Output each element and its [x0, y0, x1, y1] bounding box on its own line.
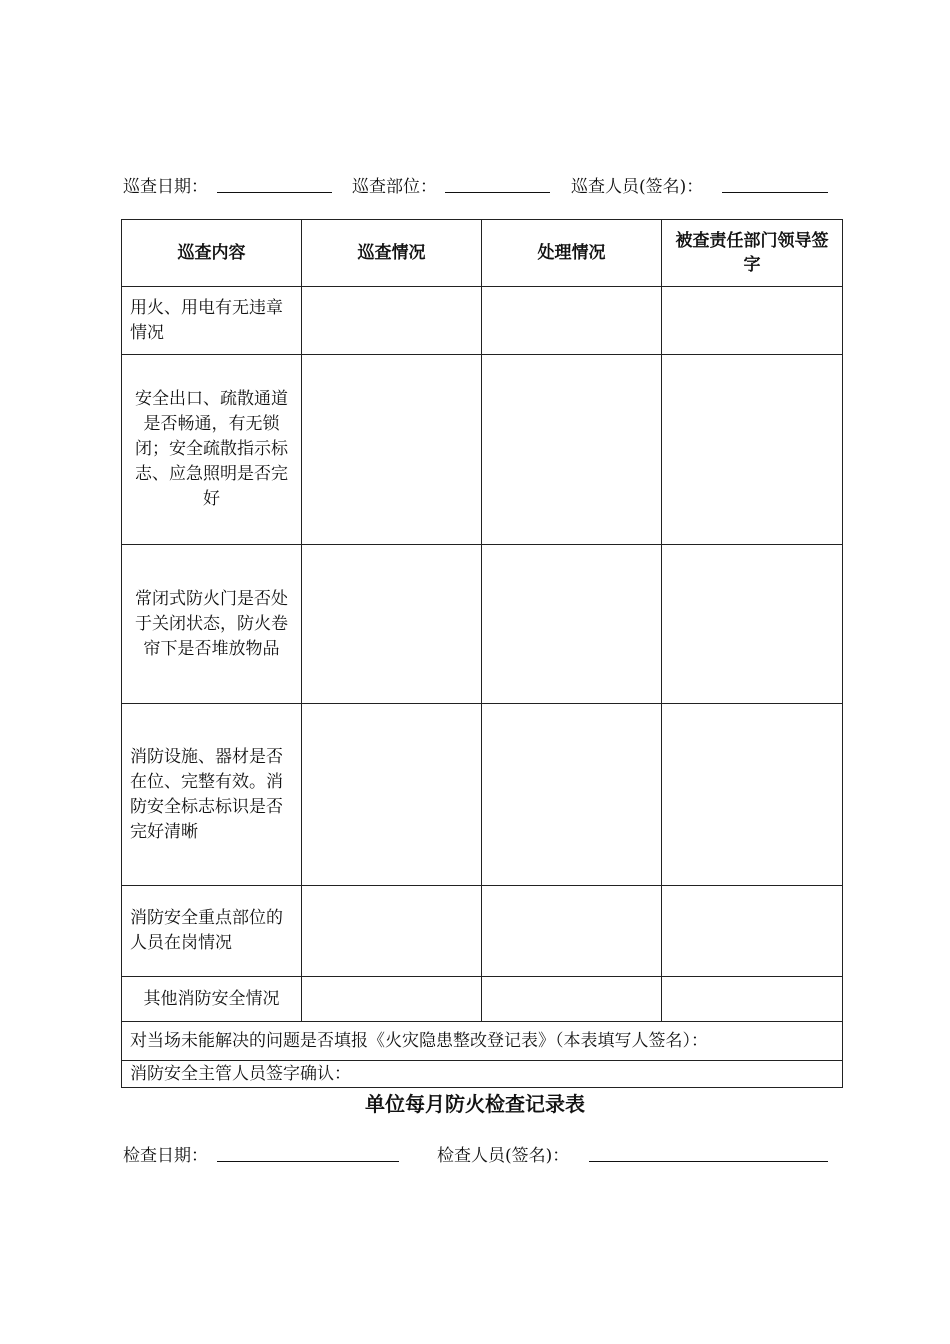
table-footer-row: [122, 1022, 843, 1061]
row-item-fire-doors: 常闭式防火门是否处于关闭状态，防火卷帘下是否堆放物品: [122, 545, 302, 704]
table-row: [122, 355, 843, 545]
row-item-exits-evacuation: 安全出口、疏散通道是否畅通，有无锁闭；安全疏散指示标志、应急照明是否完好: [122, 355, 302, 545]
patrol-header: [0, 172, 950, 198]
handling-status-cell[interactable]: [482, 977, 662, 1022]
signature-cell[interactable]: [662, 704, 843, 886]
monthly-inspector-signature-field[interactable]: [589, 1161, 828, 1162]
handling-status-cell[interactable]: [482, 704, 662, 886]
handling-status-cell[interactable]: [482, 287, 662, 355]
unresolved-issues-cell[interactable]: 对当场未能解决的问题是否填报《火灾隐患整改登记表》（本表填写人签名）：: [122, 1022, 843, 1061]
table-row: [122, 977, 843, 1022]
patrol-inspector-signature-field[interactable]: [722, 192, 828, 193]
monthly-header: [0, 1141, 950, 1167]
signature-cell[interactable]: [662, 287, 843, 355]
row-item-fire-equipment: 消防设施、器材是否在位、完整有效。消防安全标志标识是否完好清晰: [122, 704, 302, 886]
table-row: [122, 287, 843, 355]
patrol-location-field[interactable]: [445, 192, 550, 193]
handling-status-cell[interactable]: [482, 355, 662, 545]
patrol-status-cell[interactable]: [302, 704, 482, 886]
signature-cell[interactable]: [662, 886, 843, 977]
handling-status-cell[interactable]: [482, 545, 662, 704]
handling-status-cell[interactable]: [482, 886, 662, 977]
header-patrol-status: 巡查情况: [302, 220, 482, 287]
patrol-inspector-label: 巡查人员(签名)：: [571, 177, 704, 197]
signature-cell[interactable]: [662, 545, 843, 704]
table-row: [122, 704, 843, 886]
table-row: [122, 545, 843, 704]
monthly-check-title: 单位每月防火检查记录表: [365, 1092, 585, 1116]
row-item-fire-electricity: 用火、用电有无违章情况: [122, 287, 302, 355]
monthly-date-field[interactable]: [217, 1161, 399, 1162]
patrol-status-cell[interactable]: [302, 287, 482, 355]
patrol-status-cell[interactable]: [302, 355, 482, 545]
table-header-row: [122, 220, 843, 287]
patrol-location-label: 巡查部位：: [352, 177, 437, 197]
signature-cell[interactable]: [662, 977, 843, 1022]
header-handling-status: 处理情况: [482, 220, 662, 287]
row-item-other: 其他消防安全情况: [122, 977, 302, 1022]
patrol-status-cell[interactable]: [302, 545, 482, 704]
row-item-key-areas-staff: 消防安全重点部位的人员在岗情况: [122, 886, 302, 977]
monthly-date-label: 检查日期：: [123, 1146, 208, 1166]
patrol-date-field[interactable]: [217, 192, 332, 193]
patrol-record-table: [121, 219, 843, 1088]
table-footer-row: [122, 1061, 843, 1088]
header-patrol-content: 巡查内容: [122, 220, 302, 287]
patrol-status-cell[interactable]: [302, 977, 482, 1022]
supervisor-confirmation-cell[interactable]: 消防安全主管人员签字确认：: [122, 1061, 843, 1088]
patrol-status-cell[interactable]: [302, 886, 482, 977]
monthly-inspector-label: 检查人员(签名)：: [437, 1146, 570, 1166]
header-department-leader-signature: 被查责任部门领导签字: [662, 220, 843, 287]
patrol-date-label: 巡查日期：: [123, 177, 208, 197]
table-row: [122, 886, 843, 977]
signature-cell[interactable]: [662, 355, 843, 545]
